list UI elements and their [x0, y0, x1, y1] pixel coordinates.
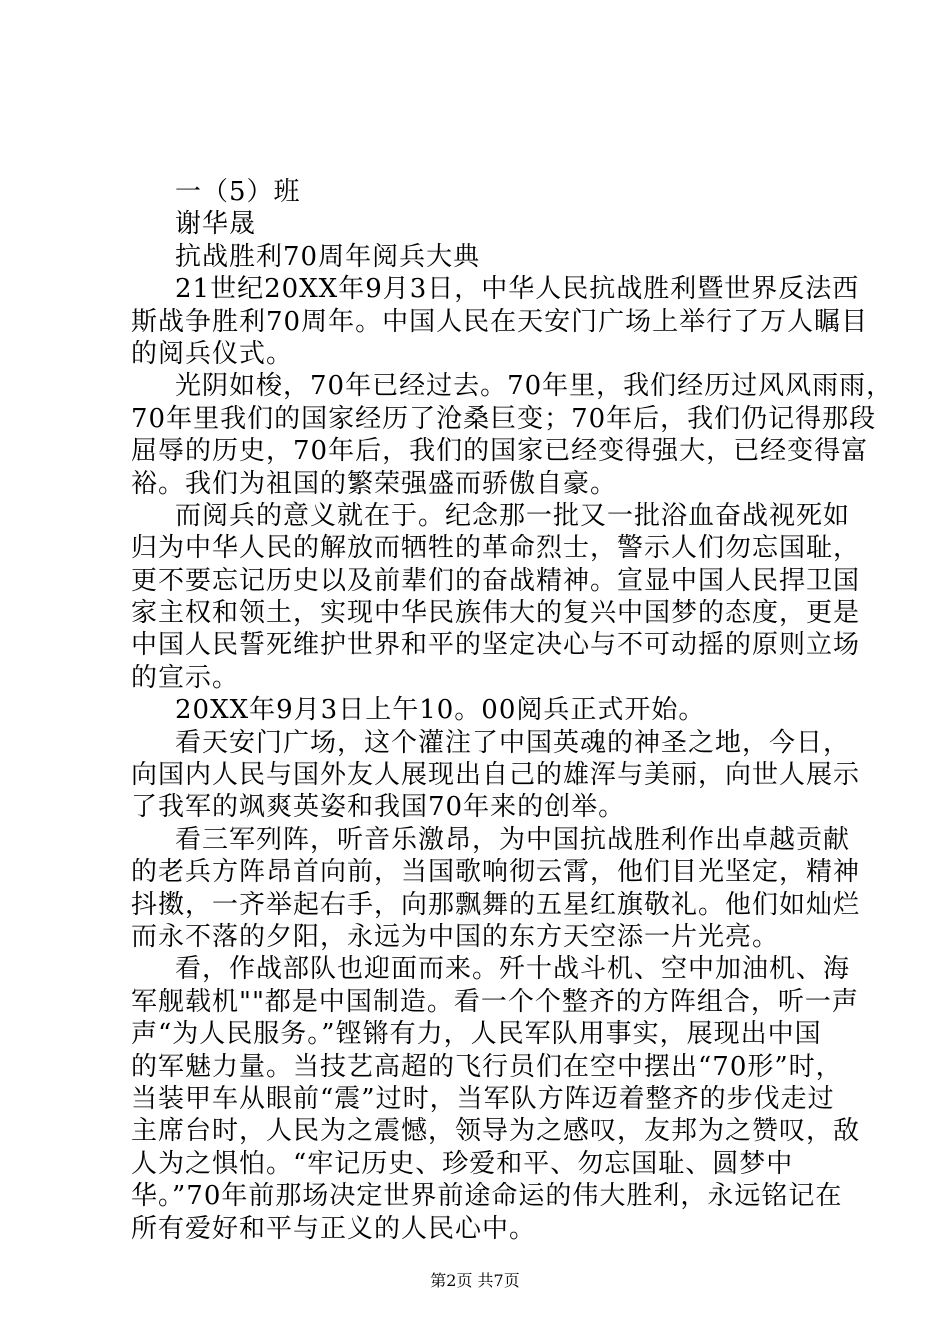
- text-line: 所有爱好和平与正义的人民心中。: [131, 1213, 537, 1244]
- text-line: 而永不落的夕阳，永远为中国的东方天空添一片光亮。: [131, 921, 780, 952]
- text-line: 抗战胜利70周年阅兵大典: [175, 241, 481, 272]
- text-line: 70年里我们的国家经历了沧桑巨变；70年后，我们仍记得那段: [131, 403, 877, 434]
- text-line: 屈辱的历史，70年后，我们的国家已经变得强大，已经变得富: [131, 436, 869, 467]
- text-line: 21世纪20XX年9月3日，中华人民抗战胜利暨世界反法西: [175, 274, 860, 305]
- text-line: 20XX年9月3日上午10。00阅兵正式开始。: [175, 695, 706, 726]
- text-line: 谢华晟: [175, 209, 257, 240]
- text-line: 抖擞，一齐举起右手，向那飘舞的五星红旗敬礼。他们如灿烂: [131, 889, 861, 920]
- text-line: 声“为人民服务。”铿锵有力，人民军队用事实，展现出中国: [131, 1019, 822, 1050]
- text-line: 的宣示。: [131, 662, 240, 693]
- text-line: 而阅兵的意义就在于。纪念那一批又一批浴血奋战视死如: [175, 500, 851, 531]
- text-line: 一（5）班: [175, 177, 301, 207]
- text-line: 中国人民誓死维护世界和平的坚定决心与不可动摇的原则立场: [131, 630, 861, 661]
- text-line: 光阴如梭，70年已经过去。70年里，我们经历过风风雨雨，: [175, 371, 894, 402]
- text-line: 看，作战部队也迎面而来。歼十战斗机、空中加油机、海: [175, 954, 851, 985]
- page-footer: [0, 1271, 950, 1291]
- text-line: 人为之惧怕。“牢记历史、珍爱和平、勿忘国耻、圆梦中: [131, 1148, 794, 1179]
- text-line: 家主权和领土，实现中华民族伟大的复兴中国梦的态度，更是: [131, 598, 861, 629]
- text-line: 军舰载机""都是中国制造。看一个个整齐的方阵组合，听一声: [131, 986, 859, 1017]
- text-line: 了我军的飒爽英姿和我国70年来的创举。: [131, 792, 626, 823]
- text-line: 主席台时，人民为之震憾，领导为之感叹，友邦为之赞叹，敌: [131, 1116, 861, 1147]
- document-body: [131, 176, 894, 1245]
- text-line: 看三军列阵，听音乐激昂，为中国抗战胜利作出卓越贡献: [175, 824, 851, 855]
- text-line: 向国内人民与国外友人展现出自己的雄浑与美丽，向世人展示: [131, 760, 861, 791]
- text-line: 更不要忘记历史以及前辈们的奋战精神。宣显中国人民捍卫国: [131, 565, 861, 596]
- text-line: 归为中华人民的解放而牺牲的革命烈士，警示人们勿忘国耻，: [131, 533, 861, 564]
- text-line: 的阅兵仪式。: [131, 338, 294, 369]
- text-line: 当装甲车从眼前“震”过时，当军队方阵迈着整齐的步伐走过: [131, 1083, 835, 1114]
- text-line: 看天安门广场，这个灌注了中国英魂的神圣之地，今日，: [175, 727, 851, 758]
- page-number-label: 第2页 共7页: [430, 1271, 520, 1290]
- text-line: 华。”70年前那场决定世界前途命运的伟大胜利，永远铭记在: [131, 1181, 843, 1212]
- text-line: 的军魅力量。当技艺高超的飞行员们在空中摆出“70形”时，: [131, 1051, 843, 1082]
- text-line: 斯战争胜利70周年。中国人民在天安门广场上举行了万人瞩目: [131, 306, 869, 337]
- text-line: 的老兵方阵昂首向前，当国歌响彻云霄，他们目光坚定，精神: [131, 857, 861, 888]
- text-line: 裕。我们为祖国的繁荣强盛而骄傲自豪。: [131, 468, 618, 499]
